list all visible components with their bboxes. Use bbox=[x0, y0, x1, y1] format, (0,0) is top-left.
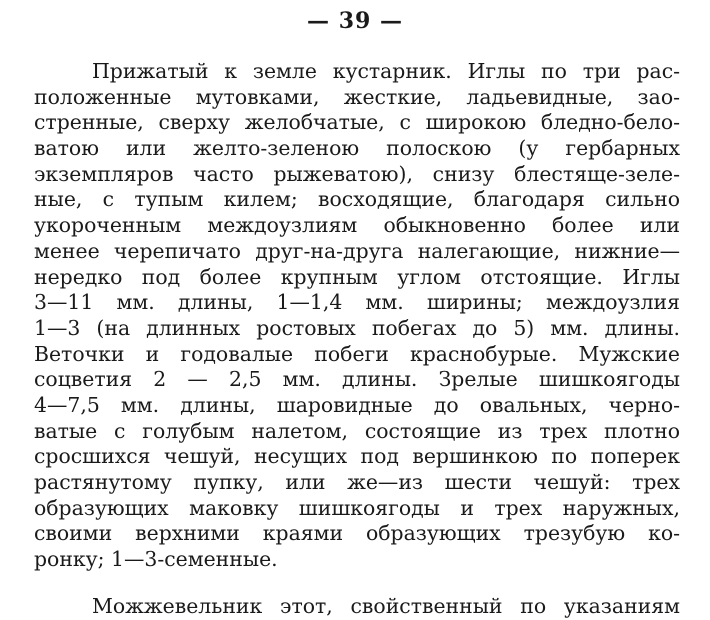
text-line: стренные, сверху желобчатые, с широкою бледно-бело- bbox=[34, 110, 680, 135]
text-line: 1—3 (на длинных ростовых побегах до 5) мм. длины. bbox=[34, 315, 680, 340]
text-line: 3—11 мм. длины, 1—1,4 мм. ширины; междоузлия bbox=[34, 290, 680, 315]
text-line: своими верхними краями образующих трезубую ко- bbox=[34, 521, 680, 546]
paragraph-distribution bbox=[34, 594, 680, 620]
text-line: ватые с голубым налетом, состоящие из трех плотно bbox=[34, 418, 680, 443]
text-line: растянутому пупку, или же—из шести чешуй: трех bbox=[34, 470, 680, 494]
text-line: соцветия 2 — 2,5 мм. длины. Зрелые шишкоягоды bbox=[34, 367, 680, 392]
text-line: 4—7,5 мм. длины, шаровидные до овальных, черно- bbox=[34, 392, 680, 417]
text-line: Прижатый к земле кустарник. Иглы по три рас- bbox=[92, 59, 680, 83]
text-line: укороченным междоузлиям обыкновенно более или bbox=[34, 213, 680, 238]
text-line: ронку; 1—3-семенные. bbox=[34, 547, 278, 572]
paragraph-description bbox=[34, 59, 680, 573]
text-line: ватою или желто-зеленою полоскою (у гербарных bbox=[34, 136, 680, 161]
text-line: нередко под более крупным углом отстоящие. Иглы bbox=[34, 264, 680, 289]
text-line: положенные мутовками, жесткие, ладьевидные, зао- bbox=[34, 84, 680, 109]
text-line: ные, с тупым килем; восходящие, благодаря сильно bbox=[34, 187, 680, 212]
text-line: экземпляров часто рыжеватою), снизу блестяще-зеле- bbox=[34, 161, 680, 186]
page-number: — 39 — bbox=[307, 8, 403, 34]
text-line: менее черепичато друг-на-друга налегающие, нижние— bbox=[34, 238, 680, 263]
text-line: образующих маковку шишкоягоды и трех наружных, bbox=[34, 495, 680, 520]
text-line: Можжевельник этот, свойственный по указаниям bbox=[92, 594, 680, 618]
text-line: сросшихся чешуй, несущих под вершинкою по поперек bbox=[34, 444, 680, 469]
text-line: Веточки и годовалые побеги краснобурые. Мужские bbox=[34, 341, 680, 366]
